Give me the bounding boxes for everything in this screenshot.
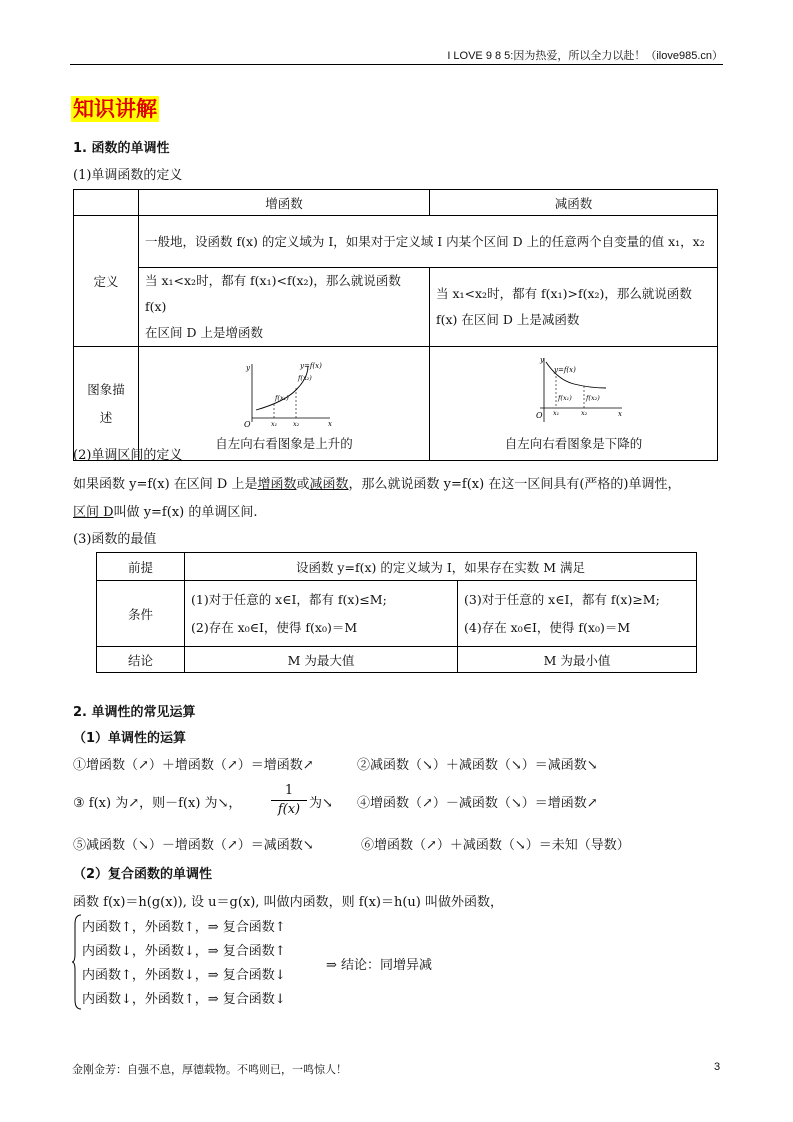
graph-dec-yfx: y=f(x) [553, 365, 576, 374]
cond-max [185, 581, 458, 647]
col-decreasing: 减函数 [430, 190, 718, 216]
p2-underline-dec: 减函数 [309, 477, 349, 492]
premise-text: 设函数 y=f(x) 的定义域为 I，如果存在实数 M 满足 [185, 553, 697, 581]
p2-b: 或 [296, 477, 310, 492]
def-dec-line2: f(x) 在区间 D 上是减函数 [436, 312, 580, 327]
row-definition: 定义 [74, 216, 139, 347]
graph-inc-caption: 自左向右看图象是上升的 [215, 435, 353, 451]
graph-dec-x1: x₁ [552, 408, 559, 417]
case-brace [72, 914, 82, 1010]
def-dec-line1: 当 x₁<x₂时，都有 f(x₁)>f(x₂)，那么就说函数 [436, 286, 692, 301]
header-divider [70, 64, 723, 65]
p2-underline-inc: 增函数 [257, 477, 297, 492]
rule-4: ④增函数（↗）－减函数（↘）＝增函数↗ [357, 796, 598, 811]
page-header: I LOVE 9 8 5:因为热爱，所以全力以赴！（ilove985.cn） [447, 50, 723, 62]
composite-conclusion: ⇒ 结论：同增异减 [326, 958, 433, 973]
p2-a: 如果函数 y=f(x) 在区间 D 上是 [73, 477, 258, 492]
rule-2: ②减函数（↘）＋减函数（↘）＝减函数↘ [357, 758, 598, 773]
section2-heading: 2. 单调性的常见运算 [73, 705, 196, 720]
cond-min-2: (4)存在 x₀∈I，使得 f(x₀)＝M [464, 619, 631, 635]
monotonic-definition-table [73, 189, 718, 461]
def-inc-line1: 当 x₁<x₂时，都有 f(x₁)<f(x₂)，那么就说函数 f(x) [145, 273, 401, 314]
decreasing-graph [524, 356, 624, 424]
section2-sub1: （1）单调性的运算 [73, 731, 187, 746]
rule-5: ⑤减函数（↘）－增函数（↗）＝减函数↘ [73, 838, 314, 853]
composite-cases [82, 916, 286, 1012]
graph-dec-o: O [535, 410, 543, 420]
rule-6: ⑥增函数（↗）＋减函数（↘）＝未知（导数） [361, 838, 630, 853]
graph-inc-y: y [246, 363, 250, 372]
graph-dec-caption: 自左向右看图象是下降的 [504, 435, 643, 451]
graph-inc-x: x [328, 419, 332, 428]
graph-inc-fx2: f(x₂) [298, 373, 312, 382]
def-common: 一般地，设函数 f(x) 的定义域为 I，如果对于定义域 I 内某个区间 D 上的任意两个自变量的值 x₁，x₂ [139, 216, 718, 268]
row-condition: 条件 [97, 581, 185, 647]
concl-min: M 为最小值 [458, 647, 697, 673]
cond-min [458, 581, 697, 647]
case-3: 内函数↑，外函数↓，⇒ 复合函数↓ [82, 968, 286, 983]
page-number: 3 [714, 1061, 721, 1073]
sub1-heading: (1)单调函数的定义 [73, 168, 183, 183]
section1-heading: 1. 函数的单调性 [73, 141, 170, 156]
row-graph-line1: 图象描 [87, 381, 125, 397]
concl-max: M 为最大值 [185, 647, 458, 673]
def-increasing [139, 268, 430, 347]
def-inc-line2: 在区间 D 上是增函数 [145, 325, 263, 340]
graph-dec-fx1: f(x₁) [557, 393, 572, 402]
graph-inc-x2: x₂ [293, 419, 300, 428]
case-2: 内函数↓，外函数↓，⇒ 复合函数↑ [82, 944, 286, 959]
page-title: 知识讲解 [73, 97, 157, 121]
graph-dec-x2: x₂ [580, 408, 587, 417]
row-premise: 前提 [97, 553, 185, 581]
sub3-heading: (3)函数的最值 [73, 532, 157, 547]
p2-c: ，那么就说函数 y=f(x) 在这一区间具有(严格的)单调性， [348, 477, 681, 492]
row-conclusion: 结论 [97, 647, 185, 673]
rule-3-fraction [271, 782, 307, 819]
graph-inc-fx1: f(x₁) [275, 393, 289, 402]
cond-max-2: (2)存在 x₀∈I，使得 f(x₀)＝M [191, 619, 358, 635]
fraction-numerator: 1 [271, 782, 307, 801]
p2-underline-interval: 区间 D [73, 505, 114, 520]
graph-inc-x1: x₁ [271, 419, 278, 428]
fraction-denominator: f(x) [277, 802, 301, 817]
graph-decreasing-cell [430, 347, 718, 461]
cond-max-1: (1)对于任意的 x∈I，都有 f(x)≤M; [191, 591, 387, 607]
section2-sub2: （2）复合函数的单调性 [73, 867, 213, 882]
def-decreasing [430, 268, 718, 347]
interval-definition [73, 471, 723, 527]
col-increasing: 增函数 [139, 190, 430, 216]
graph-dec-y: y [539, 355, 544, 364]
graph-dec-x: x [617, 409, 622, 418]
cond-min-1: (3)对于任意的 x∈I，都有 f(x)≥M; [464, 591, 660, 607]
graph-dec-fx2: f(x₂) [585, 393, 600, 402]
p2-d: 叫做 y=f(x) 的单调区间. [113, 505, 258, 520]
graph-inc-o: O [244, 419, 251, 428]
case-1: 内函数↑，外函数↑，⇒ 复合函数↑ [82, 920, 286, 935]
row-graph-line2: 述 [99, 409, 113, 425]
rule-3-a: ③ f(x) 为↗，则－f(x) 为↘， [73, 796, 242, 811]
rule-1: ①增函数（↗）＋增函数（↗）＝增函数↗ [73, 758, 314, 773]
footer-motto: 金刚金芳：自强不息，厚德载物。不鸣则已，一鸣惊人！ [72, 1063, 347, 1076]
graph-inc-yfx: y=f(x) [300, 361, 322, 370]
extremum-table [96, 552, 697, 673]
case-4: 内函数↓，外函数↑，⇒ 复合函数↓ [82, 992, 286, 1007]
rule-3-b: 为↘ [309, 796, 333, 811]
sub2-heading: (2)单调区间的定义 [73, 448, 183, 463]
increasing-graph [234, 360, 334, 428]
composite-def: 函数 f(x)＝h(g(x)), 设 u＝g(x), 叫做内函数，则 f(x)＝h(u) 叫做外函数， [73, 895, 504, 910]
